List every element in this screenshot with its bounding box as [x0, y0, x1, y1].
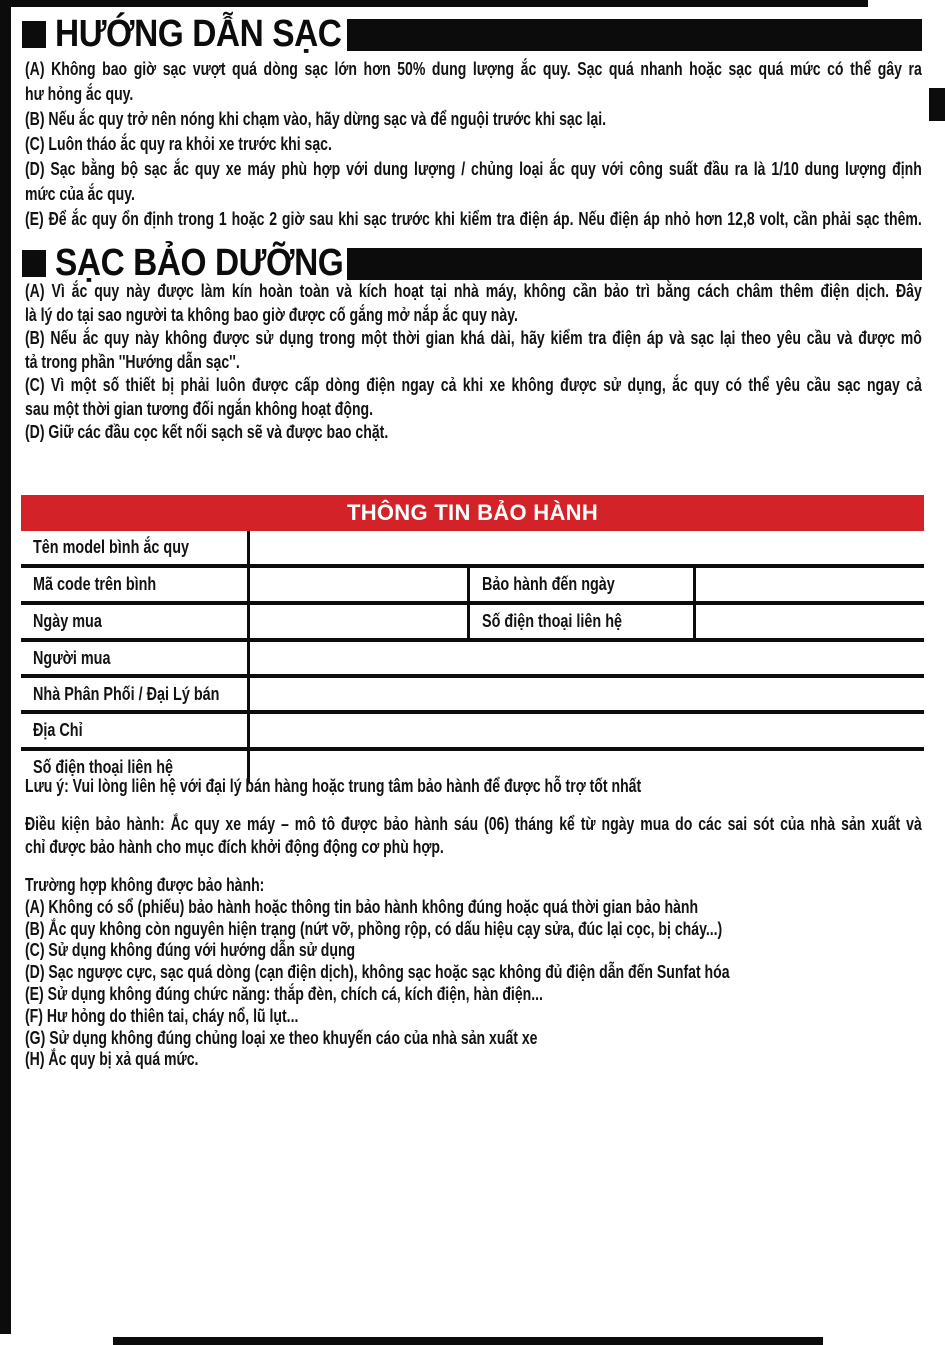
row-label: Địa Chỉ: [33, 720, 83, 740]
warranty-table: [21, 531, 924, 783]
text-line: (D) Sạc ngược cực, sạc quá dòng (cạn điện dịch), không sạc hoặc sạc không đủ điện dẫn đến Sunfat hóa: [25, 961, 730, 983]
table-row: [21, 531, 924, 568]
label-cell: [21, 605, 247, 638]
table-row: [21, 714, 924, 751]
table-row: [21, 678, 924, 714]
text-line: (D) Sạc bằng bộ sạc ắc quy xe máy phù hợp với dung lượng / chủng loại ắc quy với công suất đầu ra là 1/10 dung lượng định: [25, 158, 922, 179]
bullet-square-icon: [22, 250, 46, 277]
section-header-maintenance: [22, 242, 922, 284]
text-line: (G) Sử dụng không đúng chủng loại xe theo khuyến cáo của nhà sản xuất xe: [25, 1026, 538, 1048]
charging-instructions-text: [25, 56, 922, 231]
table-row: [21, 642, 924, 678]
text-line: (C) Sử dụng không đúng với hướng dẫn sử dụng: [25, 939, 356, 961]
exclusions-list: [25, 896, 922, 1070]
label-cell: [467, 605, 693, 638]
header-bar: [347, 19, 922, 51]
warranty-exclusions: [25, 874, 922, 1070]
header-bar: [347, 248, 922, 280]
text-line: (A) Không có sổ (phiếu) bảo hành hoặc thông tin bảo hành không đúng hoặc quá thời gian bảo hành: [25, 895, 699, 917]
bullet-square-icon: [22, 21, 46, 48]
text-line: tả trong phần ''Hướng dẫn sạc''.: [25, 350, 240, 372]
section-title-charging: HƯỚNG DẪN SẠC: [55, 13, 342, 55]
support-note-text: Lưu ý: Vui lòng liên hệ với đại lý bán hàng hoặc trung tâm bảo hành để được hỗ trợ tốt nhất: [25, 775, 642, 796]
value-cell: [247, 678, 924, 710]
table-row: [21, 605, 924, 642]
text-line: (A) Vì ắc quy này được làm kín hoàn toàn và kích hoạt tại nhà máy, không cần bảo trì bằng cách châm thêm điện dịch. Đây: [25, 280, 922, 301]
warranty-banner: [21, 495, 924, 531]
row-label: Số điện thoại liên hệ: [482, 611, 623, 631]
text-line: (F) Hư hỏng do thiên tai, cháy nổ, lũ lụt...: [25, 1004, 299, 1026]
text-line: (B) Nếu ắc quy này không được sử dụng trong một thời gian khá dài, hãy kiểm tra điện áp và sạc lại theo yêu cầu và được mô: [25, 327, 922, 348]
row-label: Số điện thoại liên hệ: [33, 756, 174, 777]
text-line: mức của ắc quy.: [25, 183, 135, 204]
maintenance-instructions-text: [25, 279, 922, 444]
text-line: (E) Để ắc quy ổn định trong 1 hoặc 2 giờ sau khi sạc trước khi kiểm tra điện áp. Nếu điện áp nhỏ hơn 12,8 volt, cần phải sạc thêm.: [25, 208, 922, 229]
text-line: (B) Ắc quy không còn nguyên hiện trạng (nứt vỡ, phồng rộp, có dấu hiệu cạy sửa, đúc lại cọc, bị cháy...): [25, 917, 723, 939]
text-line: hư hỏng ắc quy.: [25, 83, 134, 104]
support-note: [25, 775, 922, 797]
section-title-box: [55, 13, 347, 55]
row-label: Ngày mua: [33, 611, 102, 631]
label-cell: [21, 568, 247, 601]
warranty-banner-title: THÔNG TIN BẢO HÀNH: [346, 500, 599, 525]
text-line: (B) Nếu ắc quy trở nên nóng khi chạm vào, hãy dừng sạc và để nguội trước khi sạc lại.: [25, 108, 607, 129]
value-cell: [247, 714, 924, 747]
row-label: Bảo hành đến ngày: [482, 574, 615, 594]
section-title-maintenance: SẠC BẢO DƯỠNG: [55, 242, 344, 284]
page-edge-artifact-left: [0, 0, 11, 1334]
text-line: Điều kiện bảo hành: Ắc quy xe máy – mô tô được bảo hành sáu (06) tháng kể từ ngày mua do các sai sót của nhà sản xuất và: [25, 813, 922, 834]
value-cell: [247, 568, 467, 601]
label-cell: [21, 531, 247, 564]
text-line: (C) Vì một số thiết bị phải luôn được cấp dòng điện ngay cả khi xe không được sử dụng, ắc quy có thể yêu cầu sạc ngay cả: [25, 374, 922, 395]
value-cell: [247, 642, 924, 674]
warranty-conditions-text: [25, 812, 922, 858]
text-line: (E) Sử dụng không đúng chức năng: thắp đèn, chích cá, kích điện, hàn điện...: [25, 982, 543, 1004]
row-label: Nhà Phân Phối / Đại Lý bán: [33, 683, 220, 704]
label-cell: [21, 714, 247, 747]
page-edge-artifact-right: [929, 88, 945, 121]
row-label: Tên model bình ắc quy: [33, 537, 190, 557]
label-cell: [21, 678, 247, 710]
section-title-box: [55, 242, 347, 284]
page-edge-artifact-bottom: [113, 1337, 823, 1345]
row-label: Người mua: [33, 647, 111, 668]
section-header-charging: [22, 13, 922, 55]
value-cell: [247, 605, 467, 638]
text-line: (H) Ắc quy bị xả quá mức.: [25, 1048, 199, 1070]
value-cell: [247, 531, 924, 564]
text-line: là lý do tại sao người ta không bao giờ được cố gắng mở nắp ắc quy này.: [25, 303, 518, 325]
text-line: (D) Giữ các đầu cọc kết nối sạch sẽ và được bao chặt.: [25, 421, 389, 442]
exclusions-title: Trường hợp không được bảo hành:: [25, 874, 265, 895]
label-cell: [467, 568, 693, 601]
page-edge-artifact-top: [0, 0, 868, 7]
text-line: (A) Không bao giờ sạc vượt quá dòng sạc lớn hơn 50% dung lượng ắc quy. Sạc quá nhanh hoặc sạc quá mức có thể gây ra: [25, 58, 922, 79]
row-label: Mã code trên bình: [33, 574, 157, 594]
text-line: (C) Luôn tháo ắc quy ra khỏi xe trước khi sạc.: [25, 133, 332, 154]
value-cell: [693, 605, 924, 638]
label-cell: [21, 642, 247, 674]
text-line: sau một thời gian tương đối ngắn không hoạt động.: [25, 397, 374, 419]
value-cell: [693, 568, 924, 601]
table-row: [21, 568, 924, 605]
text-line: chỉ được bảo hành cho mục đích khởi động động cơ phù hợp.: [25, 836, 444, 857]
